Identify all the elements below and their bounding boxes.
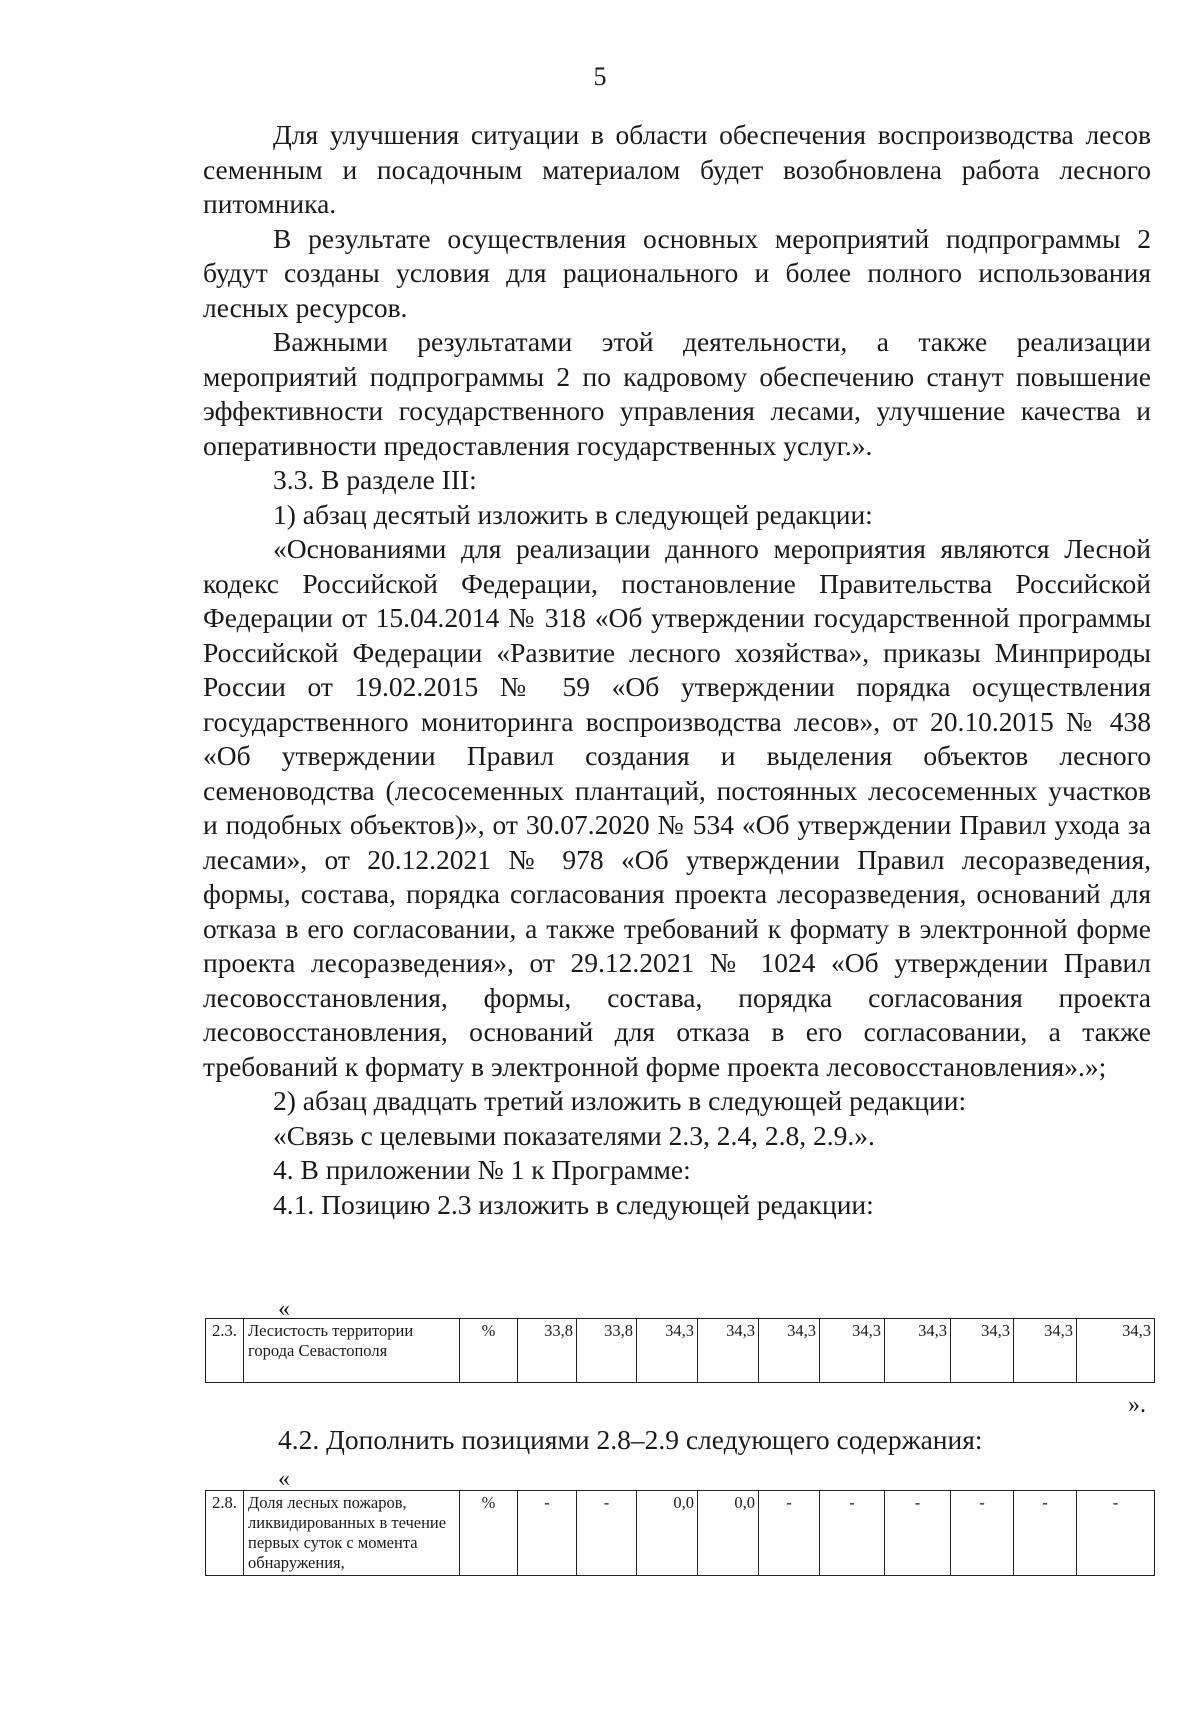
indicator-name: Лесистость территории города Севастополя (244, 1319, 460, 1383)
row-number: 2.8. (206, 1491, 244, 1576)
quote-close-1: ». (1128, 1392, 1146, 1418)
value-cell: 0,0 (698, 1491, 759, 1576)
body-text (203, 118, 1151, 1222)
value-cell: - (577, 1491, 637, 1576)
value-cell: 34,3 (885, 1319, 951, 1383)
value-cell: 34,3 (698, 1319, 759, 1383)
value-cell: 34,3 (820, 1319, 885, 1383)
table-position-2-3 (205, 1318, 1155, 1383)
value-cell: - (1077, 1491, 1155, 1576)
value-cell: 33,8 (577, 1319, 637, 1383)
value-cell: - (518, 1491, 577, 1576)
table-row (206, 1319, 1155, 1383)
paragraph-3: Важными результатами этой деятельности, а также реализации мероприятий подпрограммы 2 по кадровому обеспечению станут повышение эффективности государственного управления лесами, улучшение качества и оперативности предоставления государственных услуг.». (203, 326, 1151, 461)
table-position-2-8 (205, 1490, 1155, 1576)
paragraph-8: «Связь с целевыми показателями 2.3, 2.4, 2.8, 2.9.». (273, 1119, 875, 1151)
row-number: 2.3. (206, 1319, 244, 1383)
paragraph-10: 4.1. Позицию 2.3 изложить в следующей редакции: (273, 1188, 874, 1220)
paragraph-4: 3.3. В разделе III: (273, 464, 477, 495)
paragraph-5: 1) абзац десятый изложить в следующей редакции: (273, 498, 873, 530)
quote-open-2: « (278, 1466, 290, 1492)
value-cell: 34,3 (637, 1319, 698, 1383)
paragraph-1: Для улучшения ситуации в области обеспечения воспроизводства лесов семенным и посадочным материалом будет возобновлена работа лесного питомника. (203, 119, 1151, 219)
paragraph-9: 4. В приложении № 1 к Программе: (273, 1154, 691, 1185)
value-cell: - (885, 1491, 951, 1576)
table-row (206, 1491, 1155, 1576)
paragraph-7: 2) абзац двадцать третий изложить в следующей редакции: (273, 1085, 967, 1116)
value-cell: 33,8 (518, 1319, 577, 1383)
value-cell: 0,0 (637, 1491, 698, 1576)
value-cell: 34,3 (951, 1319, 1014, 1383)
quote-open-1: « (278, 1296, 290, 1322)
value-cell: - (951, 1491, 1014, 1576)
value-cell: - (1014, 1491, 1077, 1576)
indicator-name: Доля лесных пожаров, ликвидированных в течение первых суток с момента обнаружения, (244, 1491, 460, 1576)
value-cell: 34,3 (1077, 1319, 1155, 1383)
page-number: 5 (593, 62, 607, 91)
paragraph-6: «Основаниями для реализации данного мероприятия являются Лесной кодекс Российской Федерации, постановление Правительства Российской Федерации от 15.04.2014 № 318 «Об утверждении государственной программы Российской Федерации «Развитие лесного хозяйства», приказы Минприроды России от 19.02.2015 № 59 «Об утверждении порядка осуществления государственного мониторинга воспроизводства лесов», от 20.10.2015 № 438 «Об утверждении Правил создания и выделения объектов лесного семеноводства (лесосеменных плантаций, постоянных лесосеменных участков и подобных объектов)», от 30.07.2020 № 534 «Об утверждении Правил ухода за лесами», от 20.12.2021 № 978 «Об утверждении Правил лесоразведения, формы, состава, порядка согласования проекта лесоразведения, оснований для отказа в его согласовании, а также требований к формату в электронной форме проекта лесоразведения», от 29.12.2021 № 1024 «Об утверждении Правил лесовосстановления, формы, состава, порядка согласования проекта лесовосстановления, оснований для отказа в его согласовании, а также требований к формату в электронной форме проекта лесовосстановления».»; (203, 533, 1151, 1082)
unit: % (460, 1319, 518, 1383)
heading-4-2: 4.2. Дополнить позициями 2.8–2.9 следующего содержания: (278, 1424, 983, 1455)
paragraph-2: В результате осуществления основных мероприятий подпрограммы 2 будут созданы условия для рационального и более полного использования лесных ресурсов. (203, 222, 1151, 323)
unit: % (460, 1491, 518, 1576)
value-cell: 34,3 (1014, 1319, 1077, 1383)
value-cell: - (759, 1491, 820, 1576)
value-cell: - (820, 1491, 885, 1576)
value-cell: 34,3 (759, 1319, 820, 1383)
